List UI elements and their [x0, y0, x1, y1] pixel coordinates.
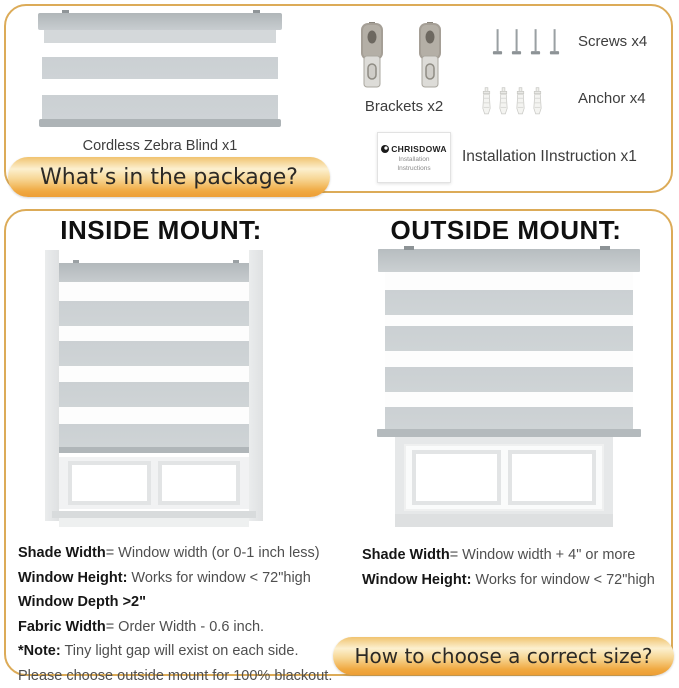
spec-term: Window Height:	[362, 572, 471, 588]
brackets-label: Brackets x2	[342, 98, 466, 115]
spec-term: Window Height:	[18, 570, 127, 586]
blind-sheer-stripe	[59, 282, 249, 301]
window-pane	[158, 461, 241, 505]
chrisdowa-logo-icon	[381, 145, 389, 153]
instruction-card	[377, 132, 451, 183]
spec-line	[18, 541, 352, 566]
screw-icon	[492, 27, 503, 57]
blind-mount-clip	[73, 260, 79, 263]
blind-stripe	[42, 57, 278, 79]
window-frame	[395, 437, 613, 527]
zebra-blind-product-image	[38, 10, 282, 128]
spec-value: Tiny light gap will exist on each side.	[61, 643, 299, 659]
anchor-icon	[498, 86, 509, 116]
blind-sheer-stripe	[385, 315, 633, 326]
blind-sheer-stripe	[59, 407, 249, 424]
blind-solid-stripe	[59, 301, 249, 326]
spec-line	[362, 568, 674, 593]
window-sill	[52, 511, 256, 518]
card-brand-text: CHRISDOWA	[391, 144, 447, 154]
blind-mount-tab	[600, 246, 610, 250]
spec-value: Works for window < 72"high	[471, 572, 654, 588]
blind-solid-stripe	[59, 424, 249, 447]
blind-sheer-stripe	[385, 351, 633, 367]
window-panes	[59, 457, 249, 509]
window-frame-rail	[249, 250, 263, 521]
brackets-group	[356, 22, 446, 88]
spec-value: Works for window < 72"high	[127, 570, 310, 586]
choose-size-banner: How to choose a correct size?	[333, 637, 674, 675]
window-foot	[59, 518, 249, 527]
screws-group	[492, 27, 560, 57]
outside-mount-illustration	[378, 246, 640, 527]
blind-sheer-stripe	[385, 392, 633, 407]
blind-sheer-stripe	[385, 272, 633, 290]
spec-term: *Note:	[18, 643, 61, 659]
blind-solid-stripe	[385, 407, 633, 429]
window-sill	[395, 514, 613, 527]
spec-value: = Window width + 4" or more	[450, 547, 636, 563]
mount-panel	[4, 209, 673, 676]
blind-headrail	[59, 263, 249, 282]
card-subtitle: Installation	[398, 156, 429, 163]
spec-term: Fabric Width	[18, 619, 106, 635]
blind-headrail	[38, 13, 282, 30]
screws-label: Screws x4	[578, 33, 647, 50]
spec-line	[18, 615, 352, 640]
spec-term: Shade Width	[362, 547, 450, 563]
blind-bottom-bar	[39, 119, 281, 127]
outside-mount-specs	[362, 543, 674, 592]
spec-line	[362, 543, 674, 568]
blind-solid-stripe	[59, 341, 249, 366]
card-brand-row	[381, 144, 447, 154]
spec-value: Please choose outside mount for 100% blackout.	[18, 668, 332, 684]
window-frame-rail	[45, 250, 59, 521]
spec-value: = Order Width - 0.6 inch.	[106, 619, 264, 635]
blind-headrail	[378, 249, 640, 272]
blind-solid-stripe	[385, 290, 633, 315]
spec-line	[18, 664, 352, 688]
bracket-icon	[414, 22, 446, 88]
screw-icon	[549, 27, 560, 57]
blind-mount-tab	[404, 246, 414, 250]
spec-value: = Window width (or 0-1 inch less)	[106, 545, 320, 561]
blind-solid-stripe	[59, 382, 249, 407]
spec-term: Window Depth >2"	[18, 594, 146, 610]
inside-mount-specs	[18, 541, 352, 688]
window-pane	[508, 450, 597, 505]
anchors-label: Anchor x4	[578, 90, 646, 107]
card-subtitle: Instructions	[397, 165, 430, 172]
outside-mount-heading: OUTSIDE MOUNT:	[341, 215, 671, 246]
window-pane	[68, 461, 151, 505]
blind-mount-clip	[233, 260, 239, 263]
anchors-group	[481, 86, 543, 116]
spec-line	[18, 639, 352, 664]
anchor-icon	[532, 86, 543, 116]
zebra-blind	[59, 263, 249, 453]
anchor-icon	[515, 86, 526, 116]
anchor-icon	[481, 86, 492, 116]
blind-sheer-stripe	[59, 366, 249, 382]
instruction-label: Installation IInstruction x1	[462, 148, 637, 166]
blind-stripe	[44, 30, 276, 43]
blind-sheer-stripe	[59, 326, 249, 341]
blind-solid-stripe	[385, 367, 633, 392]
spec-term: Shade Width	[18, 545, 106, 561]
window-pane	[412, 450, 501, 505]
window-panes	[404, 444, 604, 511]
screw-icon	[530, 27, 541, 57]
zebra-blind	[378, 246, 640, 437]
whats-in-package-banner: What’s in the package?	[8, 157, 330, 197]
blind-label: Cordless Zebra Blind x1	[38, 138, 282, 154]
spec-line	[18, 590, 352, 615]
inside-mount-illustration	[45, 250, 263, 527]
bracket-icon	[356, 22, 388, 88]
screw-icon	[511, 27, 522, 57]
blind-stripe	[42, 95, 278, 119]
blind-bottom-bar	[377, 429, 641, 437]
spec-line	[18, 566, 352, 591]
blind-solid-stripe	[385, 326, 633, 351]
blind-bottom-bar	[59, 447, 249, 453]
inside-mount-heading: INSIDE MOUNT:	[6, 215, 316, 246]
